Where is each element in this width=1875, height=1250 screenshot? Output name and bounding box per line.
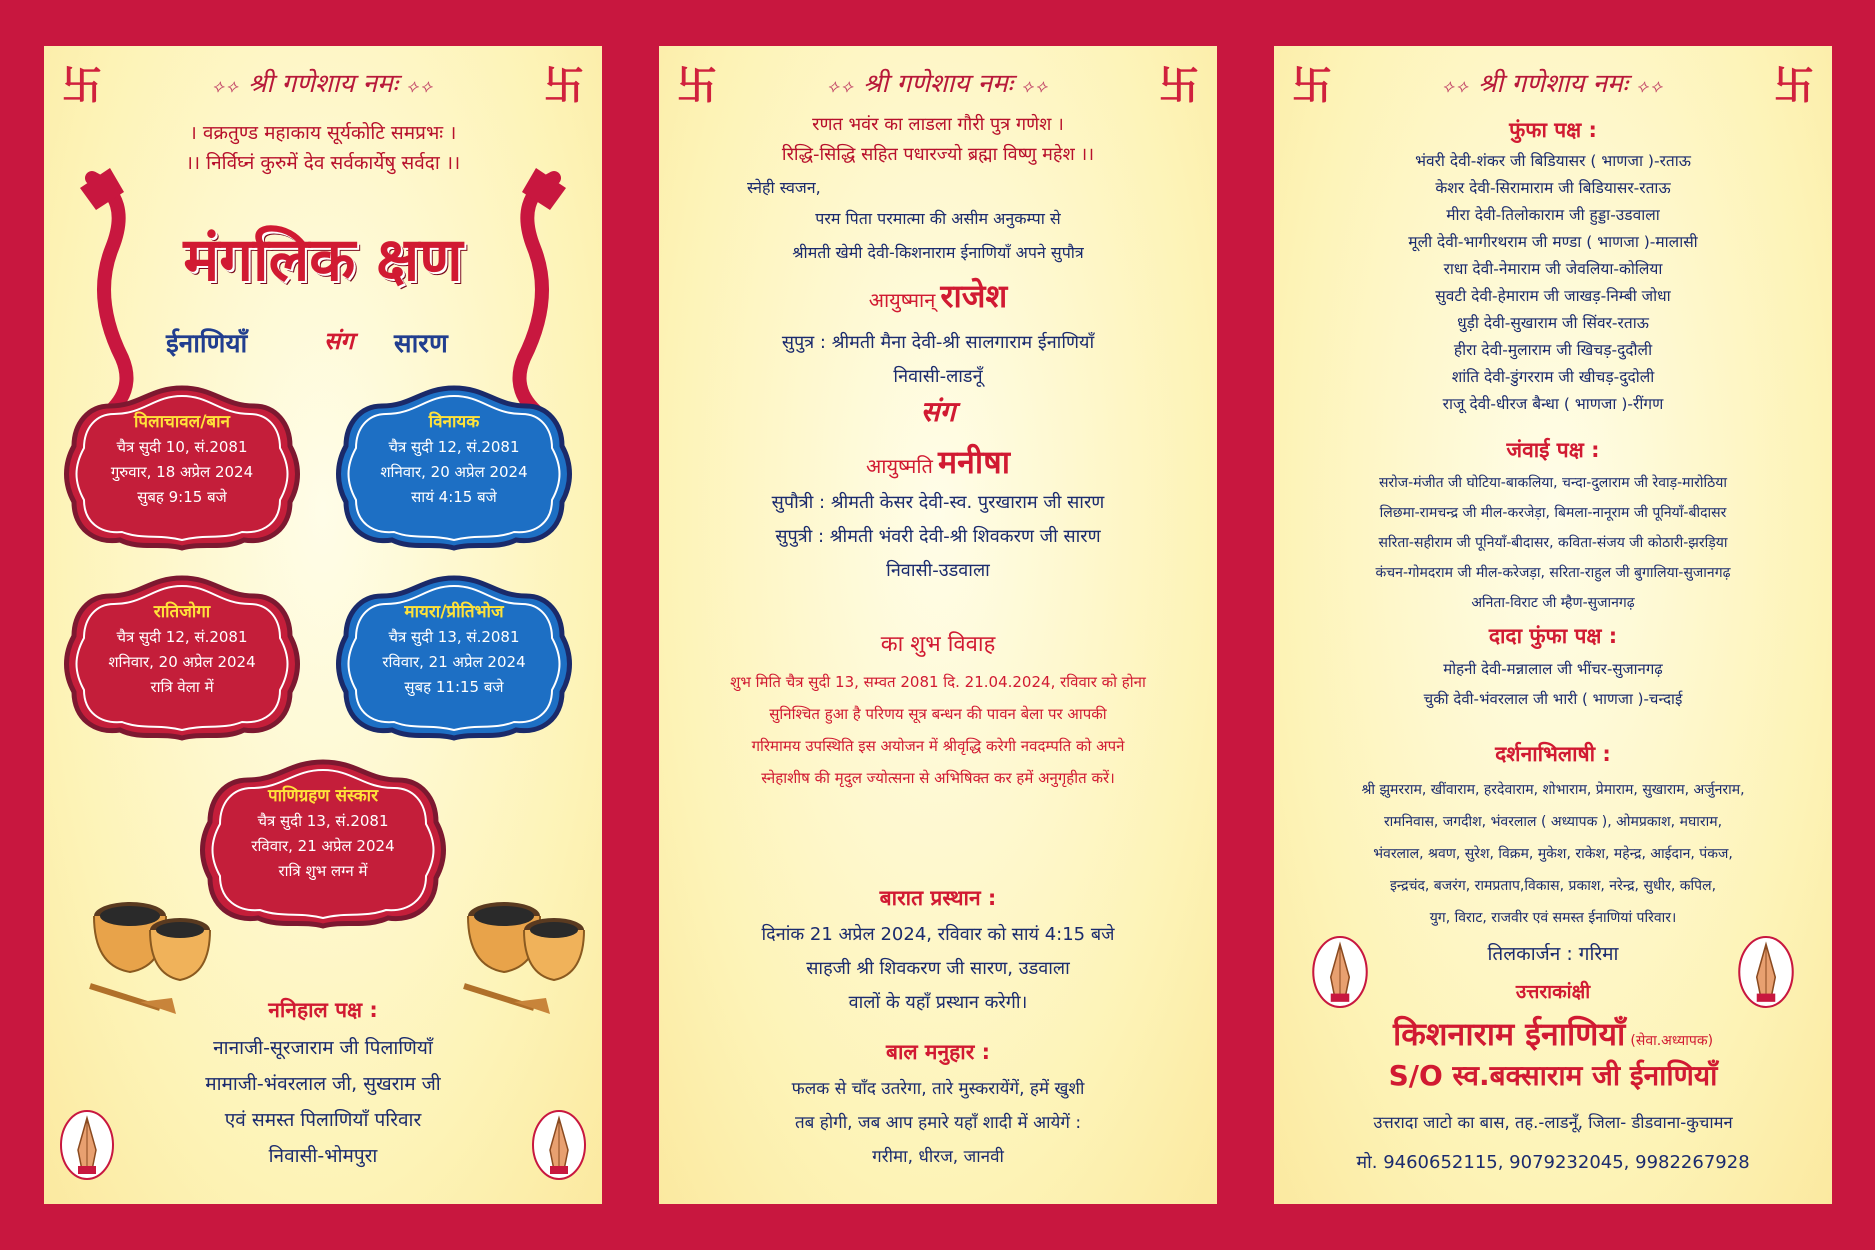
fufa-line: केशर देवी-सिरामाराम जी बिडियासर-रताऊ <box>1435 179 1671 197</box>
jawai-line: सरोज-मंजीत जी घोटिया-बाकलिया, चन्दा-दुलाराम जी रेवाड़-मारोठिया <box>1378 475 1728 491</box>
intro-line: परम पिता परमात्मा की असीम अनुकम्पा से <box>815 209 1061 228</box>
event-line: रविवार, 21 अप्रेल 2024 <box>251 837 395 855</box>
dada-fufa-list <box>1274 654 1832 714</box>
dhol-drum-icon <box>80 876 220 1016</box>
nanihal-list <box>44 1030 602 1174</box>
event-card-mayra <box>336 574 572 742</box>
darshan-line: युग, विराट, राजवीर एवं समस्त ईनाणियां परिवार। <box>1429 910 1677 926</box>
left-panel <box>44 46 602 1204</box>
host-name-main: किशनाराम ईनाणियाँ <box>1392 1015 1626 1053</box>
nanihal-line: मामाजी-भंवरलाल जी, सुखराम जी <box>205 1073 441 1095</box>
intro <box>659 202 1217 270</box>
dhol-drum-icon <box>454 876 594 1016</box>
host-designation: (सेवा.अध्यापक) <box>1630 1033 1714 1049</box>
jawai-line: सरिता-सहीराम जी पूनियाँ-बीदासर, कविता-संजय जी कोठारी-झरड़िया <box>1378 535 1728 551</box>
dada-line: मोहनी देवी-मन्नालाल जी भींचर-सुजानगढ़ <box>1443 660 1663 678</box>
host-address: उत्तरादा जाटो का बास, तह.-लाडनूँ, जिला- डीडवाना-कुचामन <box>1373 1113 1733 1132</box>
namaste-hands-icon <box>60 1110 114 1180</box>
header-text: श्री गणेशाय नमः <box>248 69 398 99</box>
fufa-line: धुड़ी देवी-सुखाराम जी सिंवर-रताऊ <box>1457 314 1649 332</box>
jawai-title: जंवाई पक्ष : <box>1506 438 1600 462</box>
bride-name <box>659 440 1217 483</box>
para-line: स्नेहाशीष की मृदुल ज्योत्सना से अभिषिक्त कर हमें अनुगृहीत करें। <box>761 769 1115 787</box>
bride-grandparents: सुपौत्री : श्रीमती केसर देवी-स्व. पुरखाराम जी सारण <box>771 492 1105 513</box>
intro-line: श्रीमती खेमी देवी-किशनाराम ईनाणियाँ अपने सुपौत्र <box>792 243 1084 262</box>
barat-line: साहजी श्री शिवकरण जी सारण, उडवाला <box>806 958 1070 979</box>
jawai-line: कंचन-गोमदराम जी मील-करेजड़ा, सरिता-राहुल जी बुगालिया-सुजानगढ़ <box>1375 565 1731 581</box>
para-line: सुनिश्चित हुआ है परिणय सूत्र बन्धन की पावन बेला पर आपकी <box>769 705 1107 723</box>
bride-prefix: आयुष्मति <box>866 454 933 478</box>
event-line: गुरुवार, 18 अप्रेल 2024 <box>110 463 254 481</box>
header-text: श्री गणेशाय नमः <box>1478 69 1628 99</box>
verse-line: रिद्धि-सिद्धि सहित पधारज्यो ब्रह्मा विष्णु महेश ।। <box>781 144 1095 165</box>
greeting: स्नेही स्वजन, <box>747 178 821 197</box>
verse <box>659 110 1217 170</box>
barat-line: दिनांक 21 अप्रेल 2024, रविवार को सायं 4:15 बजे <box>761 924 1115 945</box>
jawai-line: अनिता-विराट जी म्हैण-सुजानगढ़ <box>1471 595 1635 611</box>
uttarakankshi-label: उत्तराकांक्षी <box>1515 981 1591 1003</box>
event-line: शनिवार, 20 अप्रेल 2024 <box>380 463 528 481</box>
swastika-icon: 卐 <box>62 63 102 109</box>
darshan-line: रामनिवास, जगदीश, भंवरलाल ( अध्यापक ), ओमप्रकाश, मघाराम, <box>1383 814 1723 830</box>
event-line: रविवार, 21 अप्रेल 2024 <box>382 653 526 671</box>
barat-line: वालों के यहाँ प्रस्थान करेगी। <box>848 992 1028 1013</box>
event-card-panigrahan <box>200 758 446 930</box>
darshanabhilashi-title: दर्शनाभिलाषी : <box>1495 742 1611 766</box>
nanihal-line: निवासी-भोमपुरा <box>268 1145 378 1167</box>
family-names <box>44 324 602 364</box>
event-line: चैत्र सुदी 12, सं.2081 <box>116 628 248 646</box>
fufa-title: फुंफा पक्ष : <box>1509 118 1597 142</box>
fufa-line: राधा देवी-नेमाराम जी जेवलिया-कोलिया <box>1443 260 1663 278</box>
barat-title: बारात प्रस्थान : <box>879 886 997 910</box>
family-left: ईनाणियाँ <box>166 329 248 359</box>
event-card-vinayak <box>336 384 572 552</box>
bal-manuhar-details <box>659 1072 1217 1174</box>
bride-details <box>659 486 1217 588</box>
invitation-paragraph <box>659 666 1217 794</box>
dada-line: चुकी देवी-भंवरलाल जी भारी ( भाणजा )-चन्दाई <box>1423 690 1683 708</box>
groom-place: निवासी-लाडनूँ <box>893 366 983 387</box>
right-panel <box>1274 46 1832 1204</box>
groom-name <box>659 274 1217 317</box>
namaste-hands-icon <box>532 1110 586 1180</box>
event-card-ratijoga <box>64 574 300 742</box>
event-line: चैत्र सुदी 13, सं.2081 <box>257 812 389 830</box>
shloka-line: ।। निर्विघ्नं कुरुमें देव सर्वकार्येषु सर्वदा ।। <box>185 152 461 174</box>
host-phone: मो. 9460652115, 9079232045, 9982267928 <box>1356 1152 1750 1173</box>
bride-place: निवासी-उडवाला <box>886 560 990 581</box>
groom-prefix: आयुष्मान् <box>868 288 936 312</box>
event-title: विनायक <box>428 412 480 432</box>
nanihal-line: एवं समस्त पिलाणियाँ परिवार <box>224 1109 422 1131</box>
dada-fufa-title: दादा फुंफा पक्ष : <box>1488 624 1618 648</box>
fufa-line: मीरा देवी-तिलोकाराम जी हुड्डा-उडवाला <box>1446 206 1660 224</box>
shloka-line: । वक्रतुण्ड महाकाय सूर्यकोटि समप्रभः । <box>189 122 457 144</box>
para-line: शुभ मिति चैत्र सुदी 13, सम्वत 2081 दि. 21.04.2024, रविवार को होना <box>730 673 1146 691</box>
darshan-line: भंवरलाल, श्रवण, सुरेश, विक्रम, मुकेश, राकेश, महेन्द्र, आईदान, पंकज, <box>1373 846 1733 862</box>
fufa-line: सुवटी देवी-हेमाराम जी जाखड़-निम्बी जोधा <box>1435 287 1671 305</box>
swastika-icon: 卐 <box>544 63 584 109</box>
event-title: पिलाचावल/बान <box>134 412 230 432</box>
mangalik-title: मंगलिक क्षण <box>183 225 463 295</box>
fufa-line: मूली देवी-भागीरथराम जी मण्डा ( भाणजा )-मालासी <box>1408 233 1698 251</box>
shri-ganesh-header: ⟡⟡ श्री गणेशाय नमः ⟡⟡ <box>827 69 1049 99</box>
para-line: गरिमामय उपस्थिति इस अयोजन में श्रीवृद्धि करेगी नवदम्पति को अपने <box>751 737 1125 755</box>
nanihal-line: नानाजी-सूरजाराम जी पिलाणियाँ <box>213 1037 433 1059</box>
fufa-list <box>1274 148 1832 418</box>
event-line: सुबह 11:15 बजे <box>404 678 504 696</box>
shri-ganesh-header: ⟡⟡ श्री गणेशाय नमः ⟡⟡ <box>1442 69 1664 99</box>
bal-line: फलक से चाँद उतरेगा, तारे मुस्करायेंगें, हमें खुशी <box>791 1079 1085 1099</box>
barat-details <box>659 918 1217 1020</box>
groom-details <box>659 326 1217 394</box>
nanihal-title: ननिहाल पक्ष : <box>268 998 378 1022</box>
swastika-icon: 卐 <box>1774 63 1814 109</box>
event-line: रात्रि वेला में <box>150 678 214 696</box>
bal-line: तब होगी, जब आप हमारे यहाँ शादी में आयेगें : <box>794 1113 1082 1133</box>
host-name <box>1274 1012 1832 1055</box>
jawai-list <box>1274 468 1832 618</box>
fufa-line: शांति देवी-डुंगरराम जी खीचड़-दुदोली <box>1451 368 1655 386</box>
jawai-line: लिछमा-रामचन्द्र जी मील-करजेड़ा, बिमला-नानूराम जी पूनियाँ-बीदासर <box>1379 505 1727 521</box>
family-right: सारण <box>394 329 448 359</box>
darshanabhilashi-list <box>1274 774 1832 934</box>
event-card-pilachawal <box>64 384 300 552</box>
event-line: शनिवार, 20 अप्रेल 2024 <box>108 653 256 671</box>
groom-title: राजेश <box>940 277 1008 315</box>
bride-parents: सुपुत्री : श्रीमती भंवरी देवी-श्री शिवकरण जी सारण <box>775 526 1101 547</box>
event-line: चैत्र सुदी 13, सं.2081 <box>388 628 520 646</box>
shubh-vivah: का शुभ विवाह <box>880 632 996 657</box>
shri-ganesh-header: ⟡⟡ श्री गणेशाय नमः ⟡⟡ <box>212 69 434 99</box>
fufa-line: हीरा देवी-मुलाराम जी खिचड़-दुदौली <box>1453 341 1653 359</box>
swastika-icon: 卐 <box>1292 63 1332 109</box>
darshan-line: श्री झुमरराम, खींवाराम, हरदेवाराम, शोभाराम, प्रेमाराम, सुखाराम, अर्जुनराम, <box>1361 782 1745 798</box>
fufa-line: राजू देवी-धीरज बैन्धा ( भाणजा )-रींगण <box>1442 395 1664 413</box>
sang-text: संग <box>920 395 956 428</box>
verse-line: रणत भवंर का लाडला गौरी पुत्र गणेश । <box>812 114 1064 135</box>
event-title: रातिजोगा <box>153 602 211 622</box>
bride-title: मनीषा <box>938 443 1010 481</box>
bal-manuhar-title: बाल मनुहार : <box>885 1040 991 1064</box>
event-line: चैत्र सुदी 10, सं.2081 <box>116 438 248 456</box>
groom-parents: सुपुत्र : श्रीमती मैना देवी-श्री सालगाराम ईनाणियाँ <box>781 332 1095 353</box>
header-text: श्री गणेशाय नमः <box>863 69 1013 99</box>
bal-line: गरीमा, धीरज, जानवी <box>872 1147 1004 1167</box>
event-line: सायं 4:15 बजे <box>411 488 497 506</box>
host-father-name: S/O स्व.बक्साराम जी ईनाणियाँ <box>1388 1059 1718 1092</box>
swastika-icon: 卐 <box>1159 63 1199 109</box>
middle-panel <box>659 46 1217 1204</box>
swastika-icon: 卐 <box>677 63 717 109</box>
event-title: पाणिग्रहण संस्कार <box>267 786 379 806</box>
tilak-text: तिलकार्जन : गरिमा <box>1487 943 1619 965</box>
sang-text: संग <box>324 327 354 355</box>
event-title: मायरा/प्रीतिभोज <box>404 602 504 622</box>
fufa-line: भंवरी देवी-शंकर जी बिडियासर ( भाणजा )-रताऊ <box>1415 152 1691 170</box>
event-line: सुबह 9:15 बजे <box>137 488 227 506</box>
darshan-line: इन्द्रचंद, बजरंग, रामप्रताप,विकास, प्रकाश, नरेन्द्र, सुधीर, कपिल, <box>1389 878 1717 894</box>
event-line: चैत्र सुदी 12, सं.2081 <box>388 438 520 456</box>
event-line: रात्रि शुभ लग्न में <box>278 862 368 880</box>
